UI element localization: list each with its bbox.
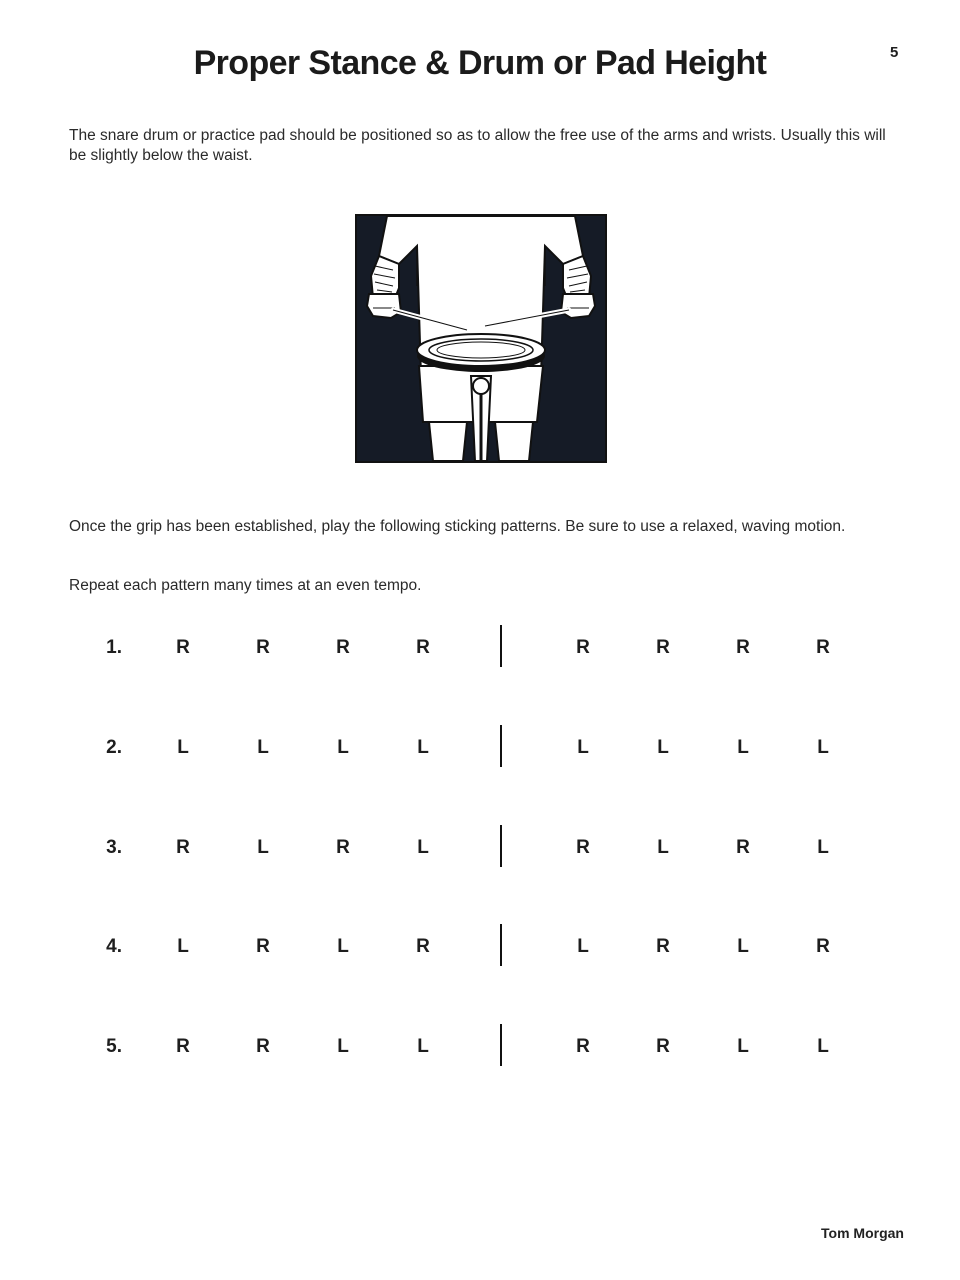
intro-paragraph: The snare drum or practice pad should be positioned so as to allow the free use of the arms and wrists. Usually this will be slightly below the waist. <box>69 127 886 164</box>
sticking-letter: L <box>337 737 349 758</box>
sticking-letter: R <box>256 936 270 957</box>
sticking-letter: L <box>577 737 589 758</box>
sticking-letter: L <box>817 737 829 758</box>
bar-line <box>500 625 502 667</box>
sticking-letter: L <box>177 737 189 758</box>
tempo-instruction: Repeat each pattern many times at an even tempo. <box>69 577 422 594</box>
sticking-letter: R <box>176 837 190 858</box>
bar-line <box>500 725 502 767</box>
sticking-letter: R <box>416 637 430 658</box>
sticking-letter: R <box>576 637 590 658</box>
sticking-letter: R <box>576 1036 590 1057</box>
sticking-letter: R <box>336 837 350 858</box>
page-number: 5 <box>890 44 899 61</box>
sticking-letter: L <box>257 837 269 858</box>
sticking-letter: L <box>417 737 429 758</box>
sticking-letter: R <box>176 637 190 658</box>
sticking-letter: R <box>656 1036 670 1057</box>
sticking-letter: R <box>816 637 830 658</box>
bar-line <box>500 924 502 966</box>
sticking-letter: L <box>337 1036 349 1057</box>
sticking-letter: L <box>577 936 589 957</box>
sticking-letter: R <box>736 637 750 658</box>
sticking-letter: R <box>256 637 270 658</box>
sticking-letter: L <box>737 936 749 957</box>
sticking-letter: R <box>336 637 350 658</box>
sticking-letter: L <box>417 837 429 858</box>
pattern-number: 2. <box>106 737 122 758</box>
pattern-number: 5. <box>106 1036 122 1057</box>
pattern-row <box>0 636 960 696</box>
pattern-number: 3. <box>106 837 122 858</box>
sticking-letter: R <box>736 837 750 858</box>
pattern-row <box>0 736 960 796</box>
sticking-letter: R <box>816 936 830 957</box>
sticking-letter: L <box>737 737 749 758</box>
sticking-letter: R <box>416 936 430 957</box>
author-credit: Tom Morgan <box>821 1225 904 1241</box>
sticking-letter: L <box>657 837 669 858</box>
instruction-paragraph: Once the grip has been established, play the following sticking patterns. Be sure to use a relaxed, waving motion. <box>69 518 846 535</box>
pattern-row <box>0 836 960 896</box>
sticking-letter: L <box>177 936 189 957</box>
sticking-letter: R <box>256 1036 270 1057</box>
sticking-letter: R <box>176 1036 190 1057</box>
sticking-letter: L <box>817 1036 829 1057</box>
pattern-row <box>0 1035 960 1095</box>
page-title: Proper Stance & Drum or Pad Height <box>193 44 767 82</box>
sticking-letter: R <box>576 837 590 858</box>
sticking-letter: L <box>417 1036 429 1057</box>
sticking-letter: L <box>737 1036 749 1057</box>
pattern-row <box>0 935 960 995</box>
sticking-letter: L <box>337 936 349 957</box>
sticking-letter: R <box>656 936 670 957</box>
sticking-letter: L <box>657 737 669 758</box>
drum-stance-illustration <box>355 214 607 463</box>
bar-line <box>500 825 502 867</box>
bar-line <box>500 1024 502 1066</box>
pattern-number: 4. <box>106 936 122 957</box>
sticking-letter: R <box>656 637 670 658</box>
pattern-number: 1. <box>106 637 122 658</box>
sticking-letter: L <box>817 837 829 858</box>
sticking-letter: L <box>257 737 269 758</box>
